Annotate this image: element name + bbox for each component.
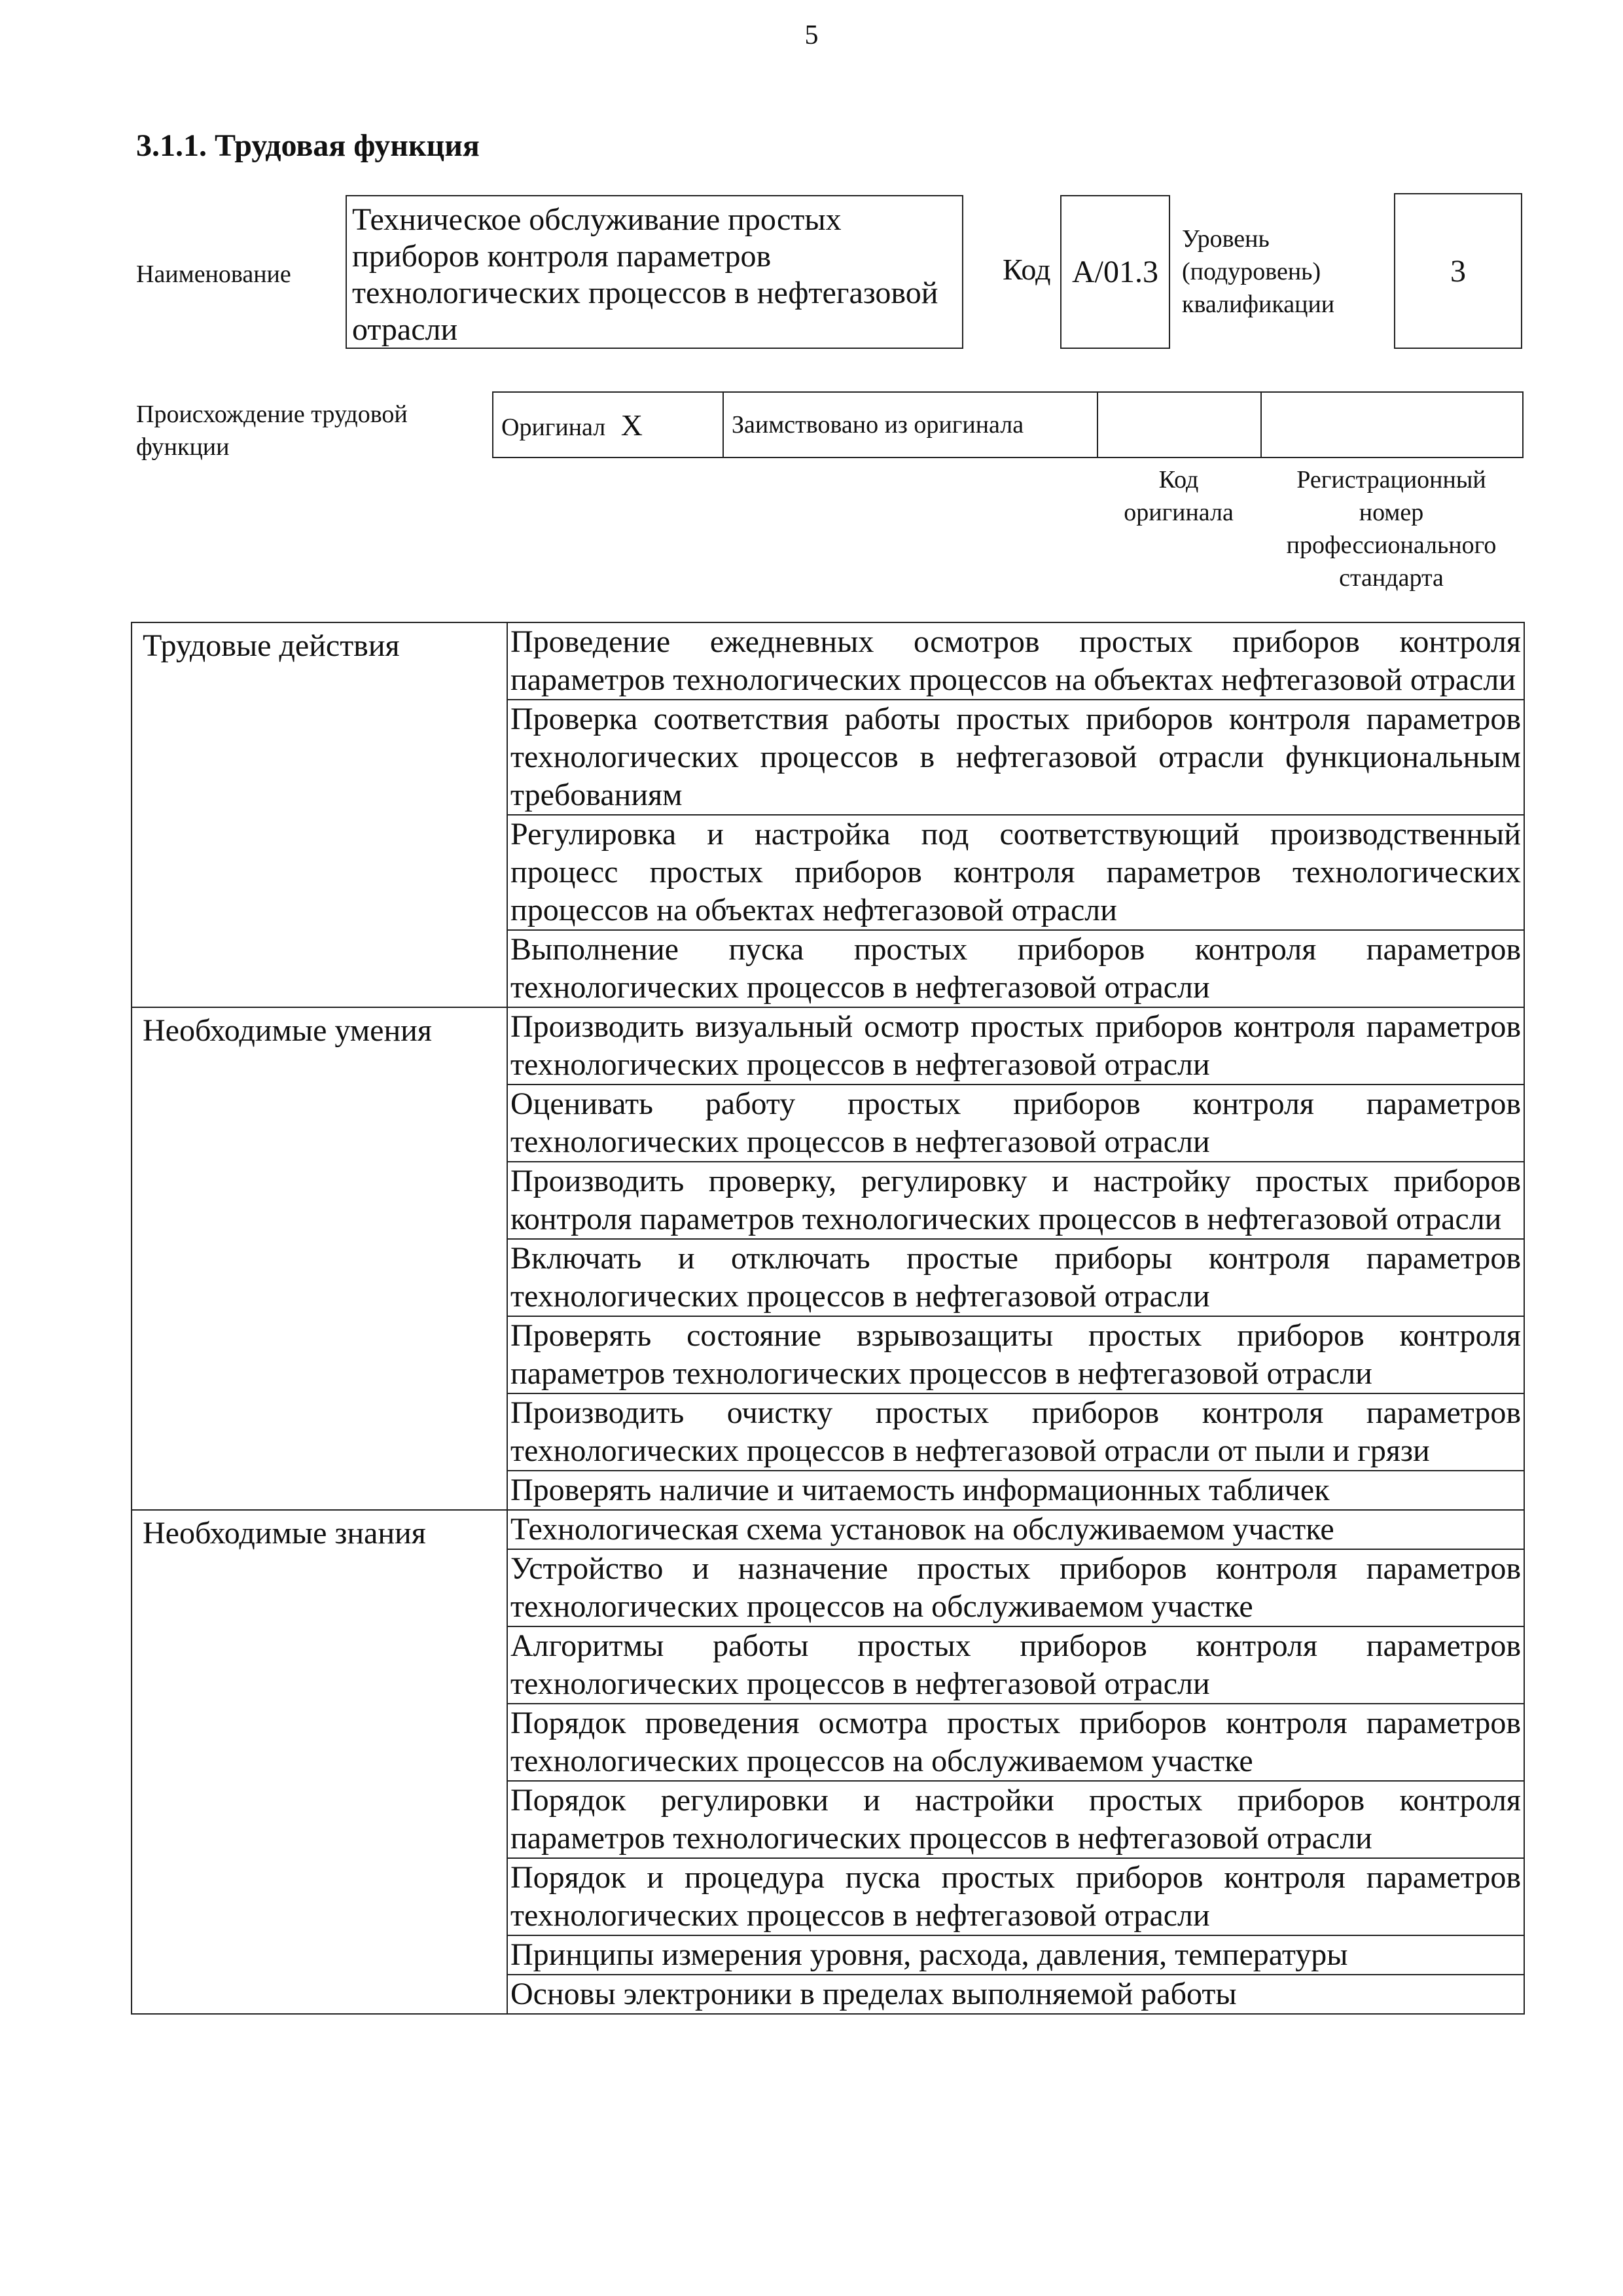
table-row bbox=[132, 1510, 1524, 1549]
original-code-caption bbox=[1097, 463, 1260, 529]
section-item: Выполнение пуска простых приборов контроля параметров технологических процессов в нефтегазовой отрасли bbox=[507, 930, 1524, 1007]
section-item: Проведение ежедневных осмотров простых приборов контроля параметров технологических процессов на объектах нефтегазовой отрасли bbox=[507, 622, 1524, 700]
section-item: Технологическая схема установок на обслуживаемом участке bbox=[507, 1510, 1524, 1549]
section-item: Включать и отключать простые приборы контроля параметров технологических процессов в нефтегазовой отрасли bbox=[507, 1239, 1524, 1316]
level-label-line-2: (подуровень) bbox=[1182, 258, 1321, 285]
section-item: Производить проверку, регулировку и настройку простых приборов контроля параметров технологических процессов в нефтегазовой отрасли bbox=[507, 1162, 1524, 1239]
code-label: Код bbox=[1003, 253, 1051, 286]
origin-label bbox=[136, 398, 408, 463]
original-mark: X bbox=[620, 408, 643, 442]
registration-number-caption bbox=[1260, 463, 1522, 594]
origin-table bbox=[492, 391, 1524, 458]
original-label: Оригинал bbox=[501, 413, 606, 441]
original-code-caption-line-2: оригинала bbox=[1124, 499, 1234, 526]
section-item: Принципы измерения уровня, расхода, давления, температуры bbox=[507, 1935, 1524, 1975]
section-title: 3.1.1. Трудовая функция bbox=[136, 128, 480, 163]
reg-caption-line-2: номер bbox=[1359, 499, 1424, 526]
table-row bbox=[132, 1007, 1524, 1085]
origin-label-line-2: функции bbox=[136, 433, 230, 461]
section-category: Необходимые знания bbox=[132, 1510, 507, 2014]
section-item: Производить визуальный осмотр простых приборов контроля параметров технологических процессов в нефтегазовой отрасли bbox=[507, 1007, 1524, 1085]
original-code-cell bbox=[1097, 392, 1261, 457]
section-item: Порядок и процедура пуска простых приборов контроля параметров технологических процессов в нефтегазовой отрасли bbox=[507, 1858, 1524, 1935]
origin-label-line-1: Происхождение трудовой bbox=[136, 401, 408, 428]
competency-table bbox=[131, 622, 1525, 2015]
table-row bbox=[132, 622, 1524, 700]
reg-caption-line-4: стандарта bbox=[1339, 564, 1444, 592]
level-label-line-3: квалификации bbox=[1182, 291, 1335, 318]
qualification-level-label bbox=[1182, 223, 1334, 321]
original-code-caption-line-1: Код bbox=[1158, 466, 1199, 493]
qualification-level-box: 3 bbox=[1394, 193, 1522, 349]
section-category: Необходимые умения bbox=[132, 1007, 507, 1510]
borrowed-cell: Заимствовано из оригинала bbox=[723, 392, 1097, 457]
registration-number-cell bbox=[1261, 392, 1523, 457]
code-box: А/01.3 bbox=[1060, 195, 1170, 349]
reg-caption-line-1: Регистрационный bbox=[1296, 466, 1486, 493]
section-item: Проверять состояние взрывозащиты простых приборов контроля параметров технологических процессов в нефтегазовой отрасли bbox=[507, 1316, 1524, 1393]
section-item: Оценивать работу простых приборов контроля параметров технологических процессов в нефтегазовой отрасли bbox=[507, 1085, 1524, 1162]
section-item: Устройство и назначение простых приборов контроля параметров технологических процессов на обслуживаемом участке bbox=[507, 1549, 1524, 1626]
section-item: Проверка соответствия работы простых приборов контроля параметров технологических процессов в нефтегазовой отрасли функциональным требованиям bbox=[507, 700, 1524, 815]
section-item: Основы электроники в пределах выполняемой работы bbox=[507, 1975, 1524, 2014]
section-item: Порядок регулировки и настройки простых приборов контроля параметров технологических процессов в нефтегазовой отрасли bbox=[507, 1781, 1524, 1858]
section-item: Порядок проведения осмотра простых приборов контроля параметров технологических процессов на обслуживаемом участке bbox=[507, 1704, 1524, 1781]
level-label-line-1: Уровень bbox=[1182, 225, 1270, 253]
section-item: Регулировка и настройка под соответствующий производственный процесс простых приборов контроля параметров технологических процессов на объектах нефтегазовой отрасли bbox=[507, 815, 1524, 930]
section-category: Трудовые действия bbox=[132, 622, 507, 1007]
section-item: Проверять наличие и читаемость информационных табличек bbox=[507, 1471, 1524, 1510]
name-label: Наименование bbox=[136, 260, 291, 288]
section-item: Производить очистку простых приборов контроля параметров технологических процессов в нефтегазовой отрасли от пыли и грязи bbox=[507, 1393, 1524, 1471]
original-cell bbox=[493, 392, 723, 457]
section-item: Алгоритмы работы простых приборов контроля параметров технологических процессов в нефтегазовой отрасли bbox=[507, 1626, 1524, 1704]
page-number: 5 bbox=[804, 20, 819, 50]
function-name-box: Техническое обслуживание простых приборов контроля параметров технологических процессов в нефтегазовой отрасли bbox=[346, 195, 963, 349]
reg-caption-line-3: профессионального bbox=[1286, 531, 1497, 559]
